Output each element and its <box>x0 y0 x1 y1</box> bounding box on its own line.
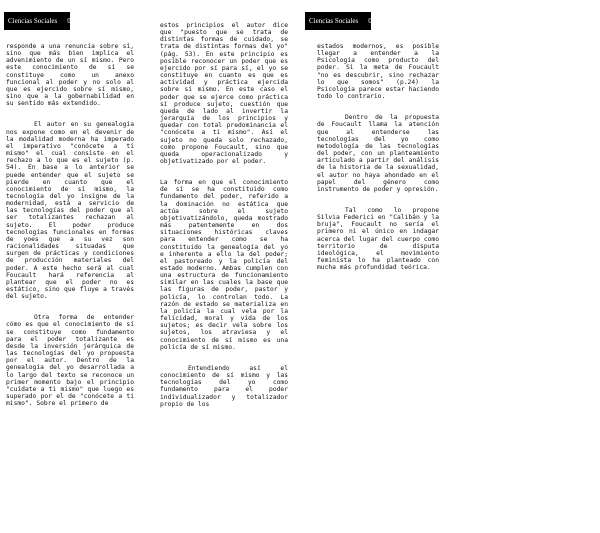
paragraph: Entendiendo así el conocimiento de sí mismo y las tecnologías del yo como fundamento para el poder individualizador y totalizador propio de los <box>160 364 288 408</box>
section-title: Ciencias Sociales <box>8 17 58 25</box>
page-header <box>4 12 75 30</box>
section-title: Ciencias Sociales <box>309 17 359 25</box>
text-column-1 <box>317 43 439 271</box>
page-number: 08 <box>67 17 75 25</box>
paragraph: estados modernos, es posible llegar a entender a la Psicología como producto del poder. Si la meta de Foucault "no es descubrir, sino rechazar lo que somos" (p.24) la Psicología parece estar haciendo todo lo contrario. <box>317 43 439 101</box>
paragraph: responde a una renuncia sobre sí, sino que más bien implica el advenimiento de un sí mismo. Pero este conocimiento de sí se constituye como un anexo funcional al poder y no solo al que es ejercido sobre sí mismo, sino que a la gobernabilidad en su sentido más extendido. <box>6 43 134 108</box>
paragraph: Otra forma de entender cómo es que el conocimiento de sí se constituye como fundamento para el poder totalizante es desde la inversión jerárquica de las tecnologías del yo propuesta por el autor. Dentro de la genealogía del yo desarrollada a lo largo del texto se reconoce un primer momento bajo el principio "cuídate a ti mismo" que luego es superado por el de "conócete a ti mismo". Sobre el primero de <box>6 314 134 408</box>
page-header <box>305 12 376 30</box>
page-number: 09 <box>368 17 376 25</box>
paragraph: Dentro de la propuesta de Foucault llama la atención que al entenderse las tecnologías del yo como metodología de las tecnologías del poder, con un planteamiento articulado a partir del análisis de la historia de la sexualidad, el autor no haya ahondado en el papel del género como instrumento de poder y opresión. <box>317 114 439 193</box>
text-column-2 <box>160 22 288 408</box>
paragraph: Tal como lo propone Silvia Federici en "Calibán y la bruja", Foucault no sería el primero ni el único en indagar acerca del lugar del cuerpo como territorio de disputa ideológica, el movimiento feminista lo ha planteado con mucha más profundidad teórica. <box>317 206 439 272</box>
paragraph: estos principios el autor dice que "puesto que se trata de distintas formas de cuidado, se trata de distintas formas del yo" (pág. 53). En este principio es posible reconocer un poder que es ejercido por sí para sí, el yo se constituye en cuanto es que es actividad y práctica ejercida sobre sí mismo. En este caso el poder que se ejerce como práctica sí produce sujeto, cuestión que queda de lado al invertir la jerarquía de los principios y quedar con total predominancia el "conócete a ti mismo". Así el sujeto no queda solo rechazado, como propone Foucault, sino que queda operacionalizado y objetivatizado por el poder. <box>160 22 288 165</box>
right-page <box>300 0 600 533</box>
text-column-1 <box>6 43 134 407</box>
paragraph: La forma en que el conocimiento de sí se ha constituido como fundamento del poder, referido a la dominación no estática que actúa sobre el sujeto objetivatizándolo, queda mostrado más patentemente en dos situaciones históricas claves para entender como se ha constituido la genealogía del yo e inherente a ello la del poder; el pastoreado y la policía del estado moderno. Ambas cumplen con una estructura de funcionamiento similar en las cuales la base que las figuras de poder, pastor y policía, lo controlan todo. La razón de estado se materializa en la policía la cual vela por la felicidad, moral y vida de los sujetos; es decir vela sobre los sujetos, los atraviesa y el conocimiento de sí mismo es una policía de sí mismo. <box>160 179 288 351</box>
paragraph: El autor en su genealogía nos expone como en el devenir de la modalidad moderna ha imperado el imperativo "conócete a ti mismo" el cual consiste en el rechazo a lo que es el sujeto (p. 54). En base a lo anterior se puede entender que el sujeto se pierde en cuanto que el conocimiento de sí mismo, la tecnología del yo insigne de la modernidad, está a servicio de las tecnologías del poder que al ser totalizantes rechazan al sujeto. El poder produce tecnologías funcionales en formas de yoes que a su vez son racionalidades situadas que surgen de prácticas y condiciones de producción materiales del poder. A este hecho será al cual Foucault hará referencia al plantear que el poder no es estático, sino que fluye a través del sujeto. <box>6 121 134 301</box>
